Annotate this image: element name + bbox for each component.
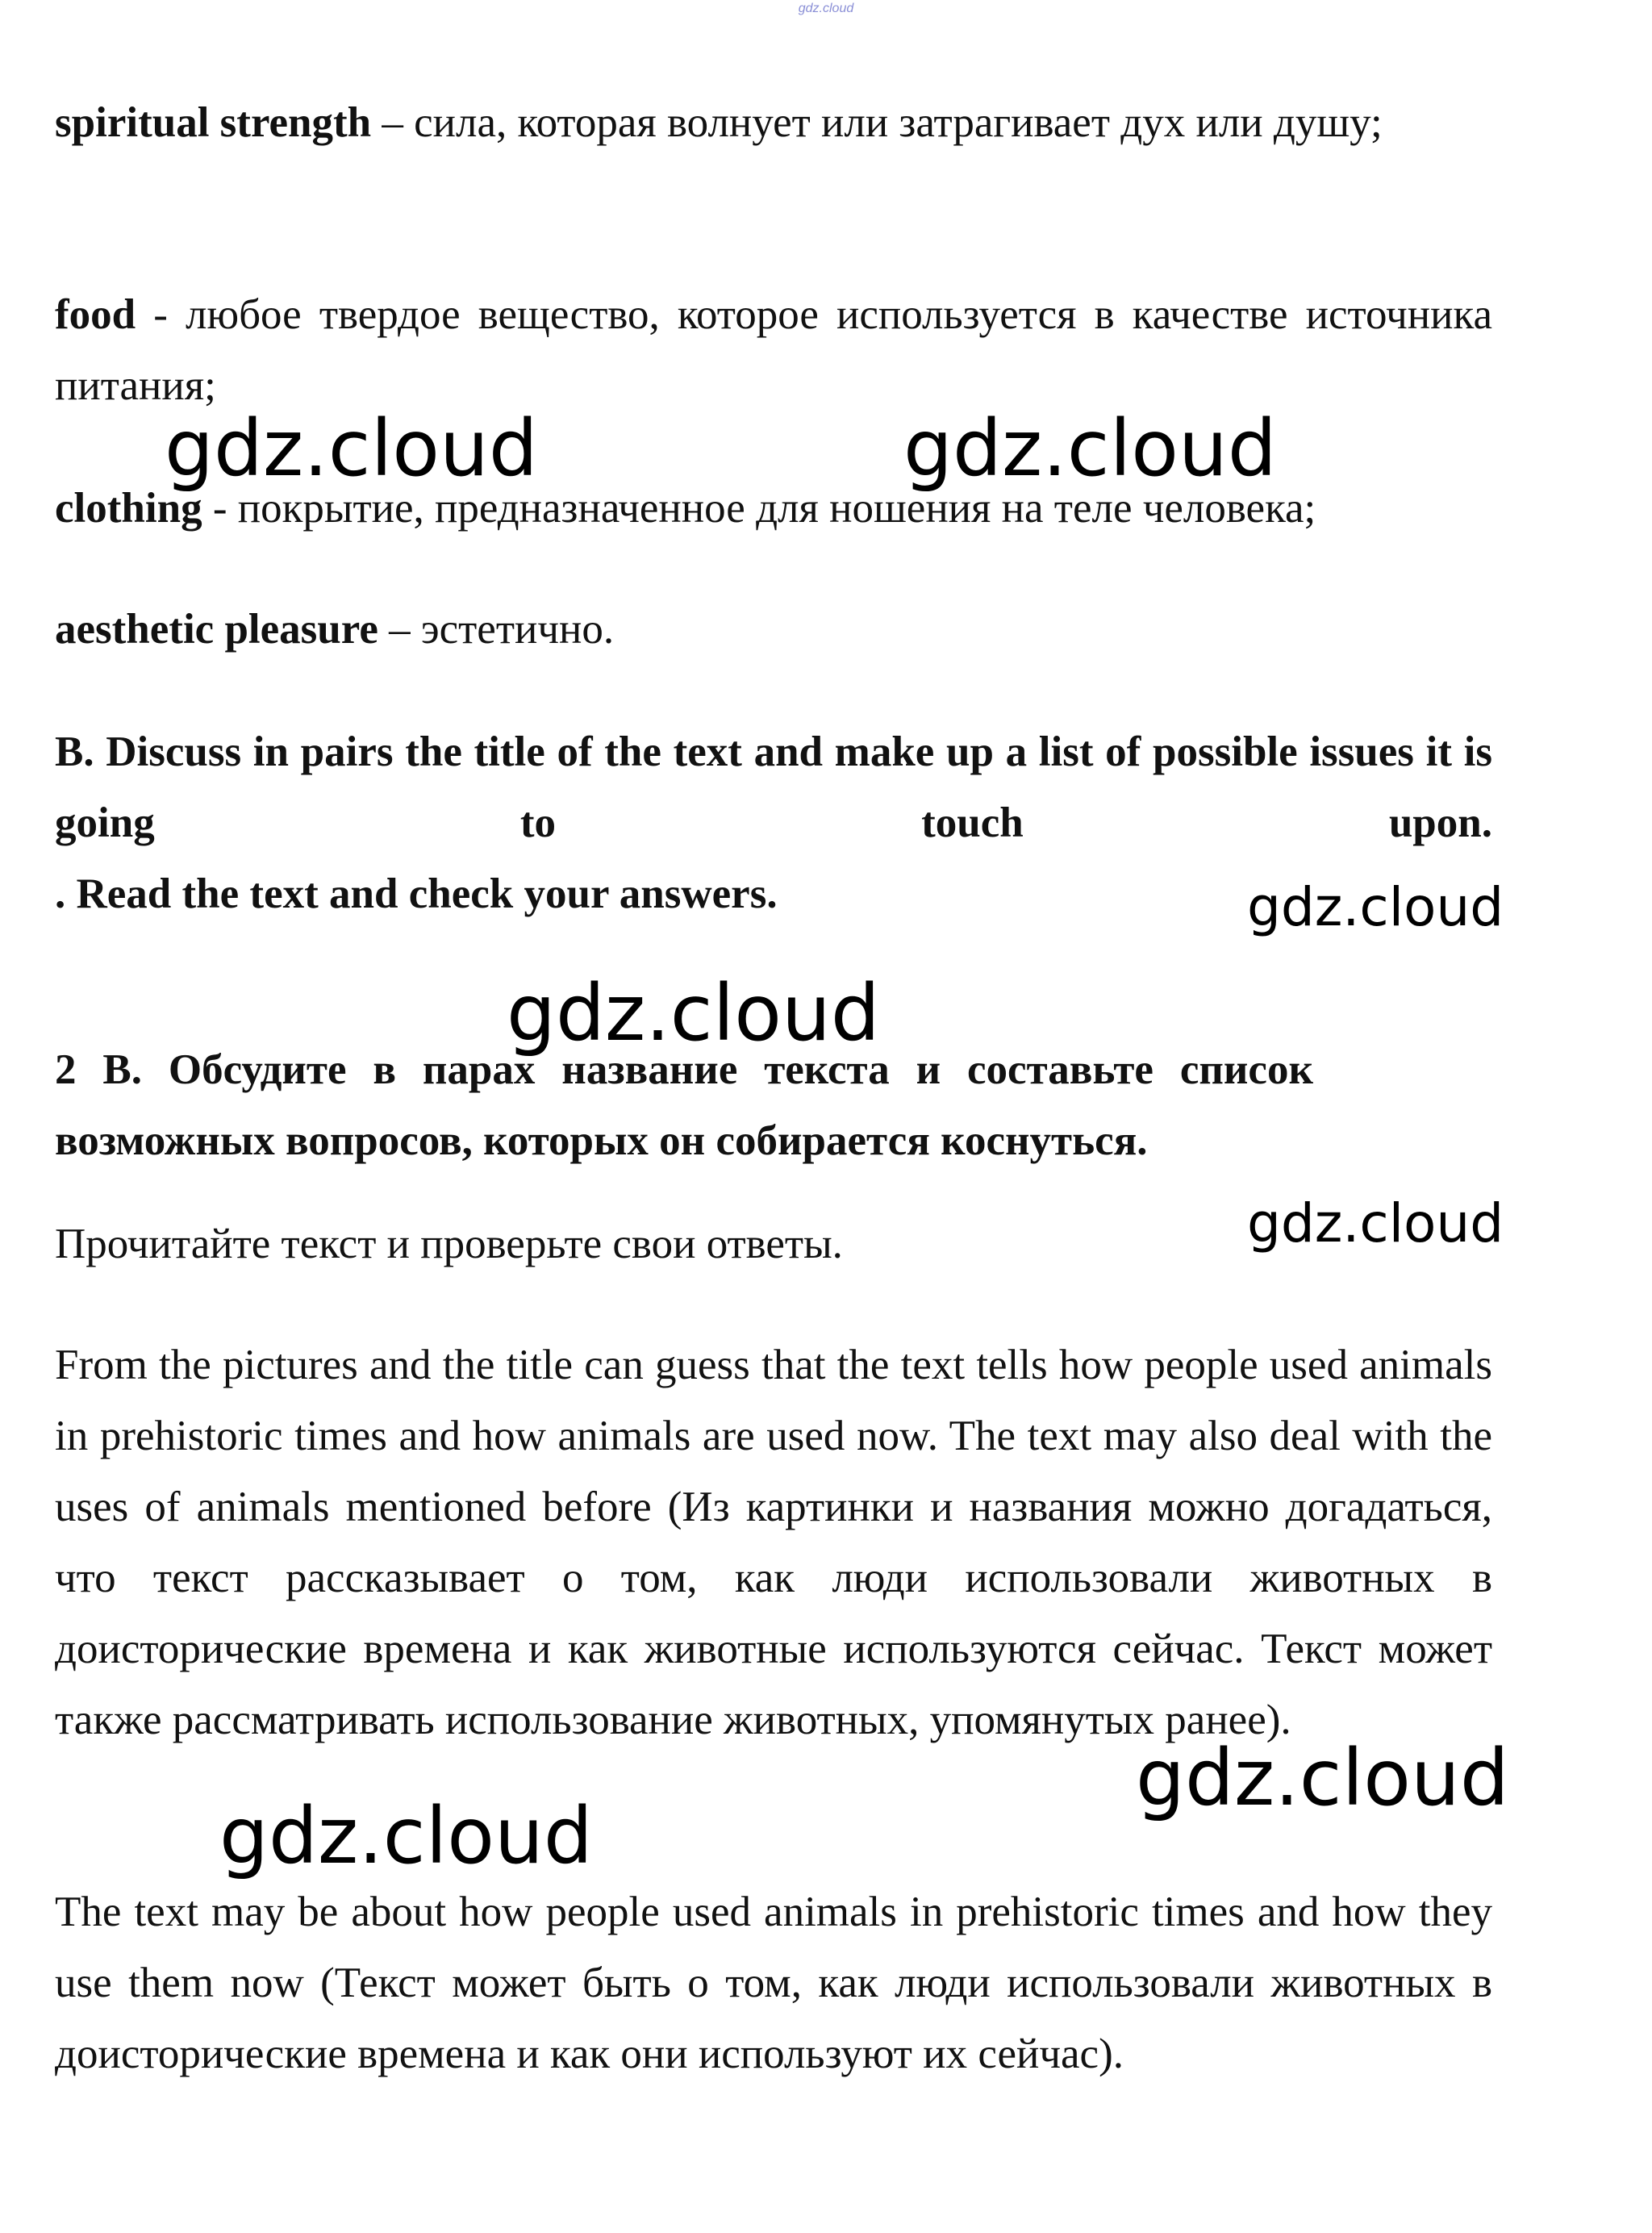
glossary-separator: –: [371, 99, 415, 146]
glossary-item-aesthetic-pleasure: [55, 594, 1492, 665]
task-ru-heading: 2 B. Обсудите в парах название текста и составьте список возможных вопросов, которых он собирается коснуться.: [55, 1046, 1313, 1164]
site-mark: gdz.cloud: [798, 2, 854, 15]
answer-paragraph-1: From the pictures and the title can guess that the text tells how people used animals in prehistoric times and how animals are used now. The text may also deal with the uses of animals mentioned before (Из картинки и названия можно догадаться, что текст рассказывает о том, как люди использовали животных в доисторические времена и как животные используются сейчас. Текст может также рассматривать использование животных, упомянутых ранее).: [55, 1342, 1492, 1743]
watermark: gdz.cloud: [219, 1791, 593, 1881]
glossary-definition: покрытие, предназначенное для ношения на теле человека;: [237, 485, 1316, 532]
task-en-line1: B. Discuss in pairs the title of the text and make up a list of possible issues it is going to touch upon.: [55, 728, 1492, 846]
glossary-definition: любое твердое вещество, которое используется в качестве источника питания;: [55, 291, 1492, 409]
watermark: gdz.cloud: [1136, 1733, 1509, 1823]
watermark: gdz.cloud: [507, 968, 880, 1058]
glossary-term: spiritual strength: [55, 99, 372, 146]
glossary-separator: –: [378, 606, 421, 653]
answer-paragraph-2: The text may be about how people used animals in prehistoric times and how they use them now (Текст может быть о том, как люди использовали животных в доисторические времена и как они используют их сейчас).: [55, 1889, 1492, 2077]
glossary-separator: -: [136, 291, 186, 338]
glossary-definition: эстетично.: [420, 606, 615, 653]
glossary-separator: -: [202, 485, 238, 532]
glossary-term: food: [55, 291, 136, 338]
glossary-term: clothing: [55, 485, 202, 532]
task-en-line2: . Read the text and check your answers.: [55, 870, 778, 917]
glossary-term: aesthetic pleasure: [55, 606, 378, 653]
watermark: gdz.cloud: [1247, 876, 1504, 938]
watermark: gdz.cloud: [903, 403, 1277, 494]
watermark: gdz.cloud: [165, 403, 538, 494]
task-ru-instruction: Прочитайте текст и проверьте свои ответы.: [55, 1221, 843, 1267]
glossary-definition: сила, которая волнует или затрагивает дух или душу;: [414, 99, 1383, 146]
glossary-item-spiritual-strength: [55, 87, 1492, 158]
glossary-item-food: [55, 279, 1492, 421]
watermark: gdz.cloud: [1247, 1192, 1504, 1254]
